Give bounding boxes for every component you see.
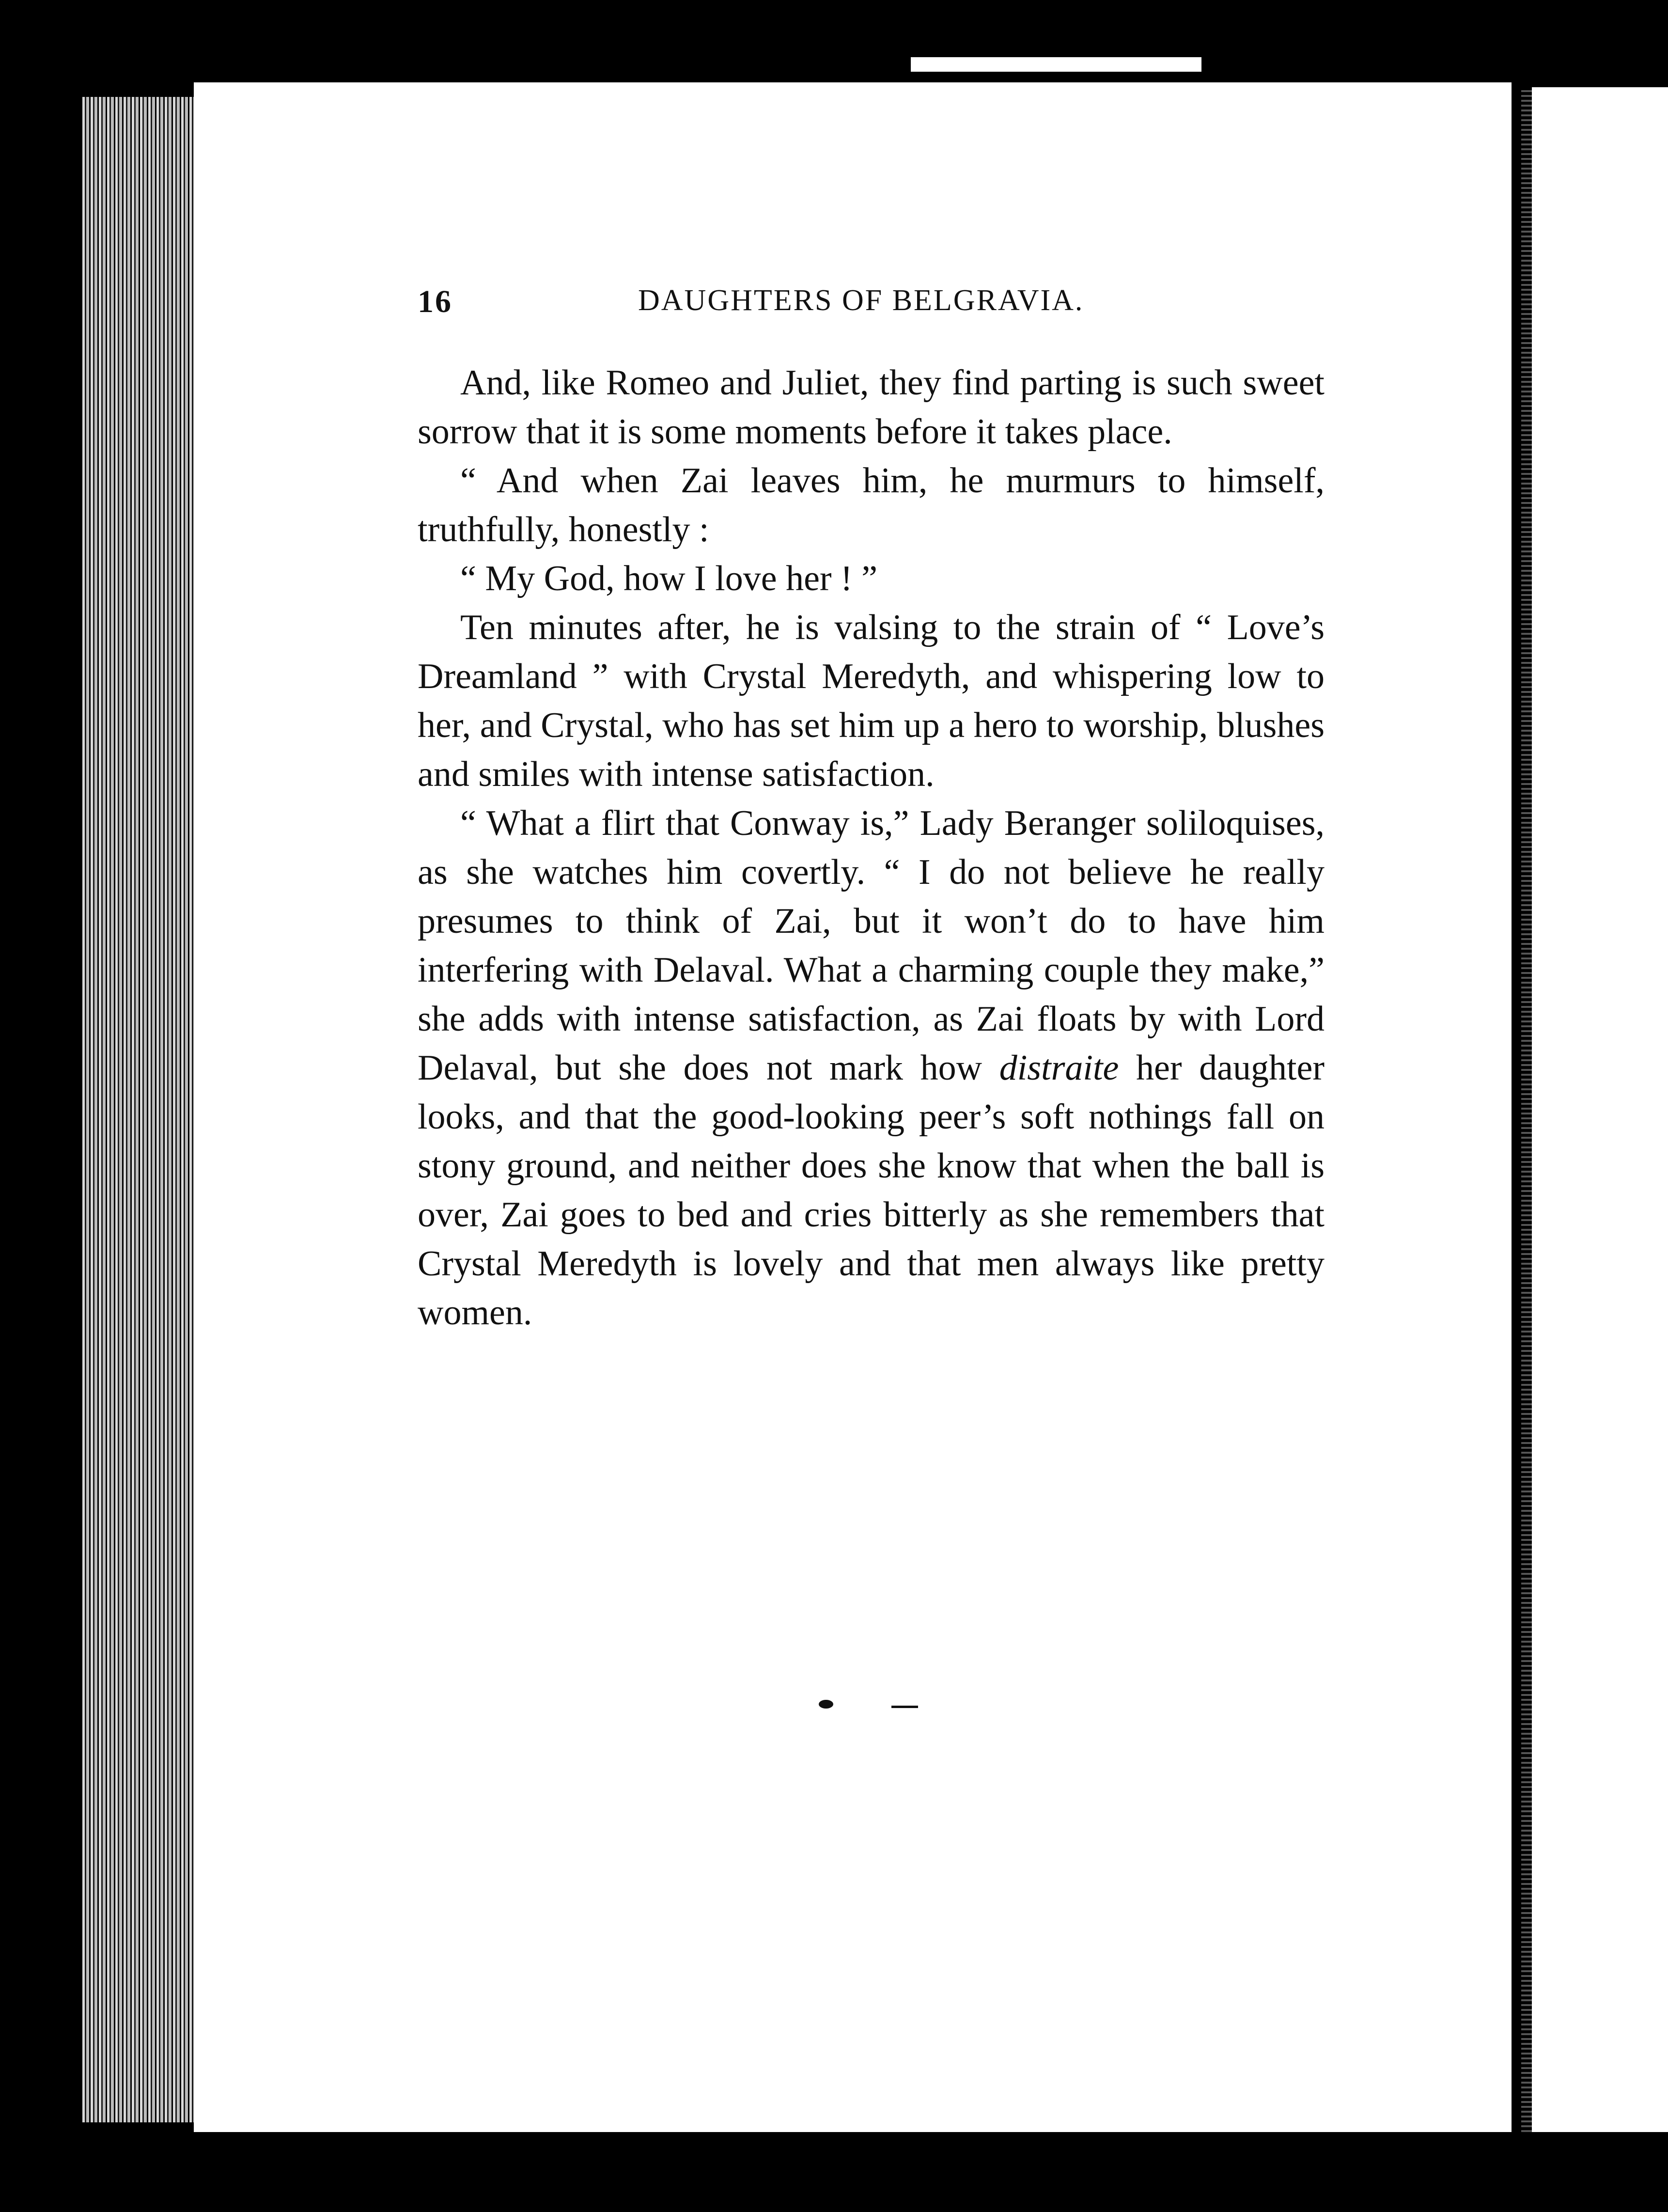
page-number: 16 (418, 284, 452, 319)
page-edge-tab (911, 57, 1201, 72)
paragraph: And, like Romeo and Juliet, they find parting is such sweet sorrow that it is some moments before it takes place. (418, 363, 1325, 452)
italic-word: distraite (999, 1048, 1119, 1088)
body-text (418, 359, 1325, 1337)
next-page-edge (1521, 87, 1668, 2132)
paragraph: Ten minutes after, he is valsing to the strain of “ Love’s Dreamland ” with Crystal Meredyth, and whispering low to her, and Crystal, who has set him up a hero to worship, blushes and smiles with intense satisfaction. (418, 608, 1325, 794)
paragraph-text: her daughter looks, and that the good-looking peer’s soft nothings fall on stony ground, and neither does she know that when the ball is over, Zai goes to bed and cries bitterly as she remembers that Crystal Meredyth is lovely and that men always like pretty women. (418, 1048, 1325, 1333)
paragraph-text: “ What a flirt that Conway is,” Lady Beranger soliloquises, as she watches him covertly. “ I do not believe he really presumes to think of Zai, but it won’t do to have him interfering with Delaval. What a charming couple they make,” she adds with intense satisfaction, as Zai floats by with Lord Delaval, but she does not mark how (418, 803, 1325, 1088)
paragraph (418, 799, 1325, 1337)
paragraph: “ My God, how I love her ! ” (460, 559, 878, 598)
page-header (418, 283, 1328, 337)
book-gutter (82, 97, 208, 2122)
printer-mark (819, 1696, 920, 1710)
running-title: DAUGHTERS OF BELGRAVIA. (638, 284, 1084, 317)
paragraph: “ And when Zai leaves him, he murmurs to himself, truthfully, honestly : (418, 461, 1325, 549)
